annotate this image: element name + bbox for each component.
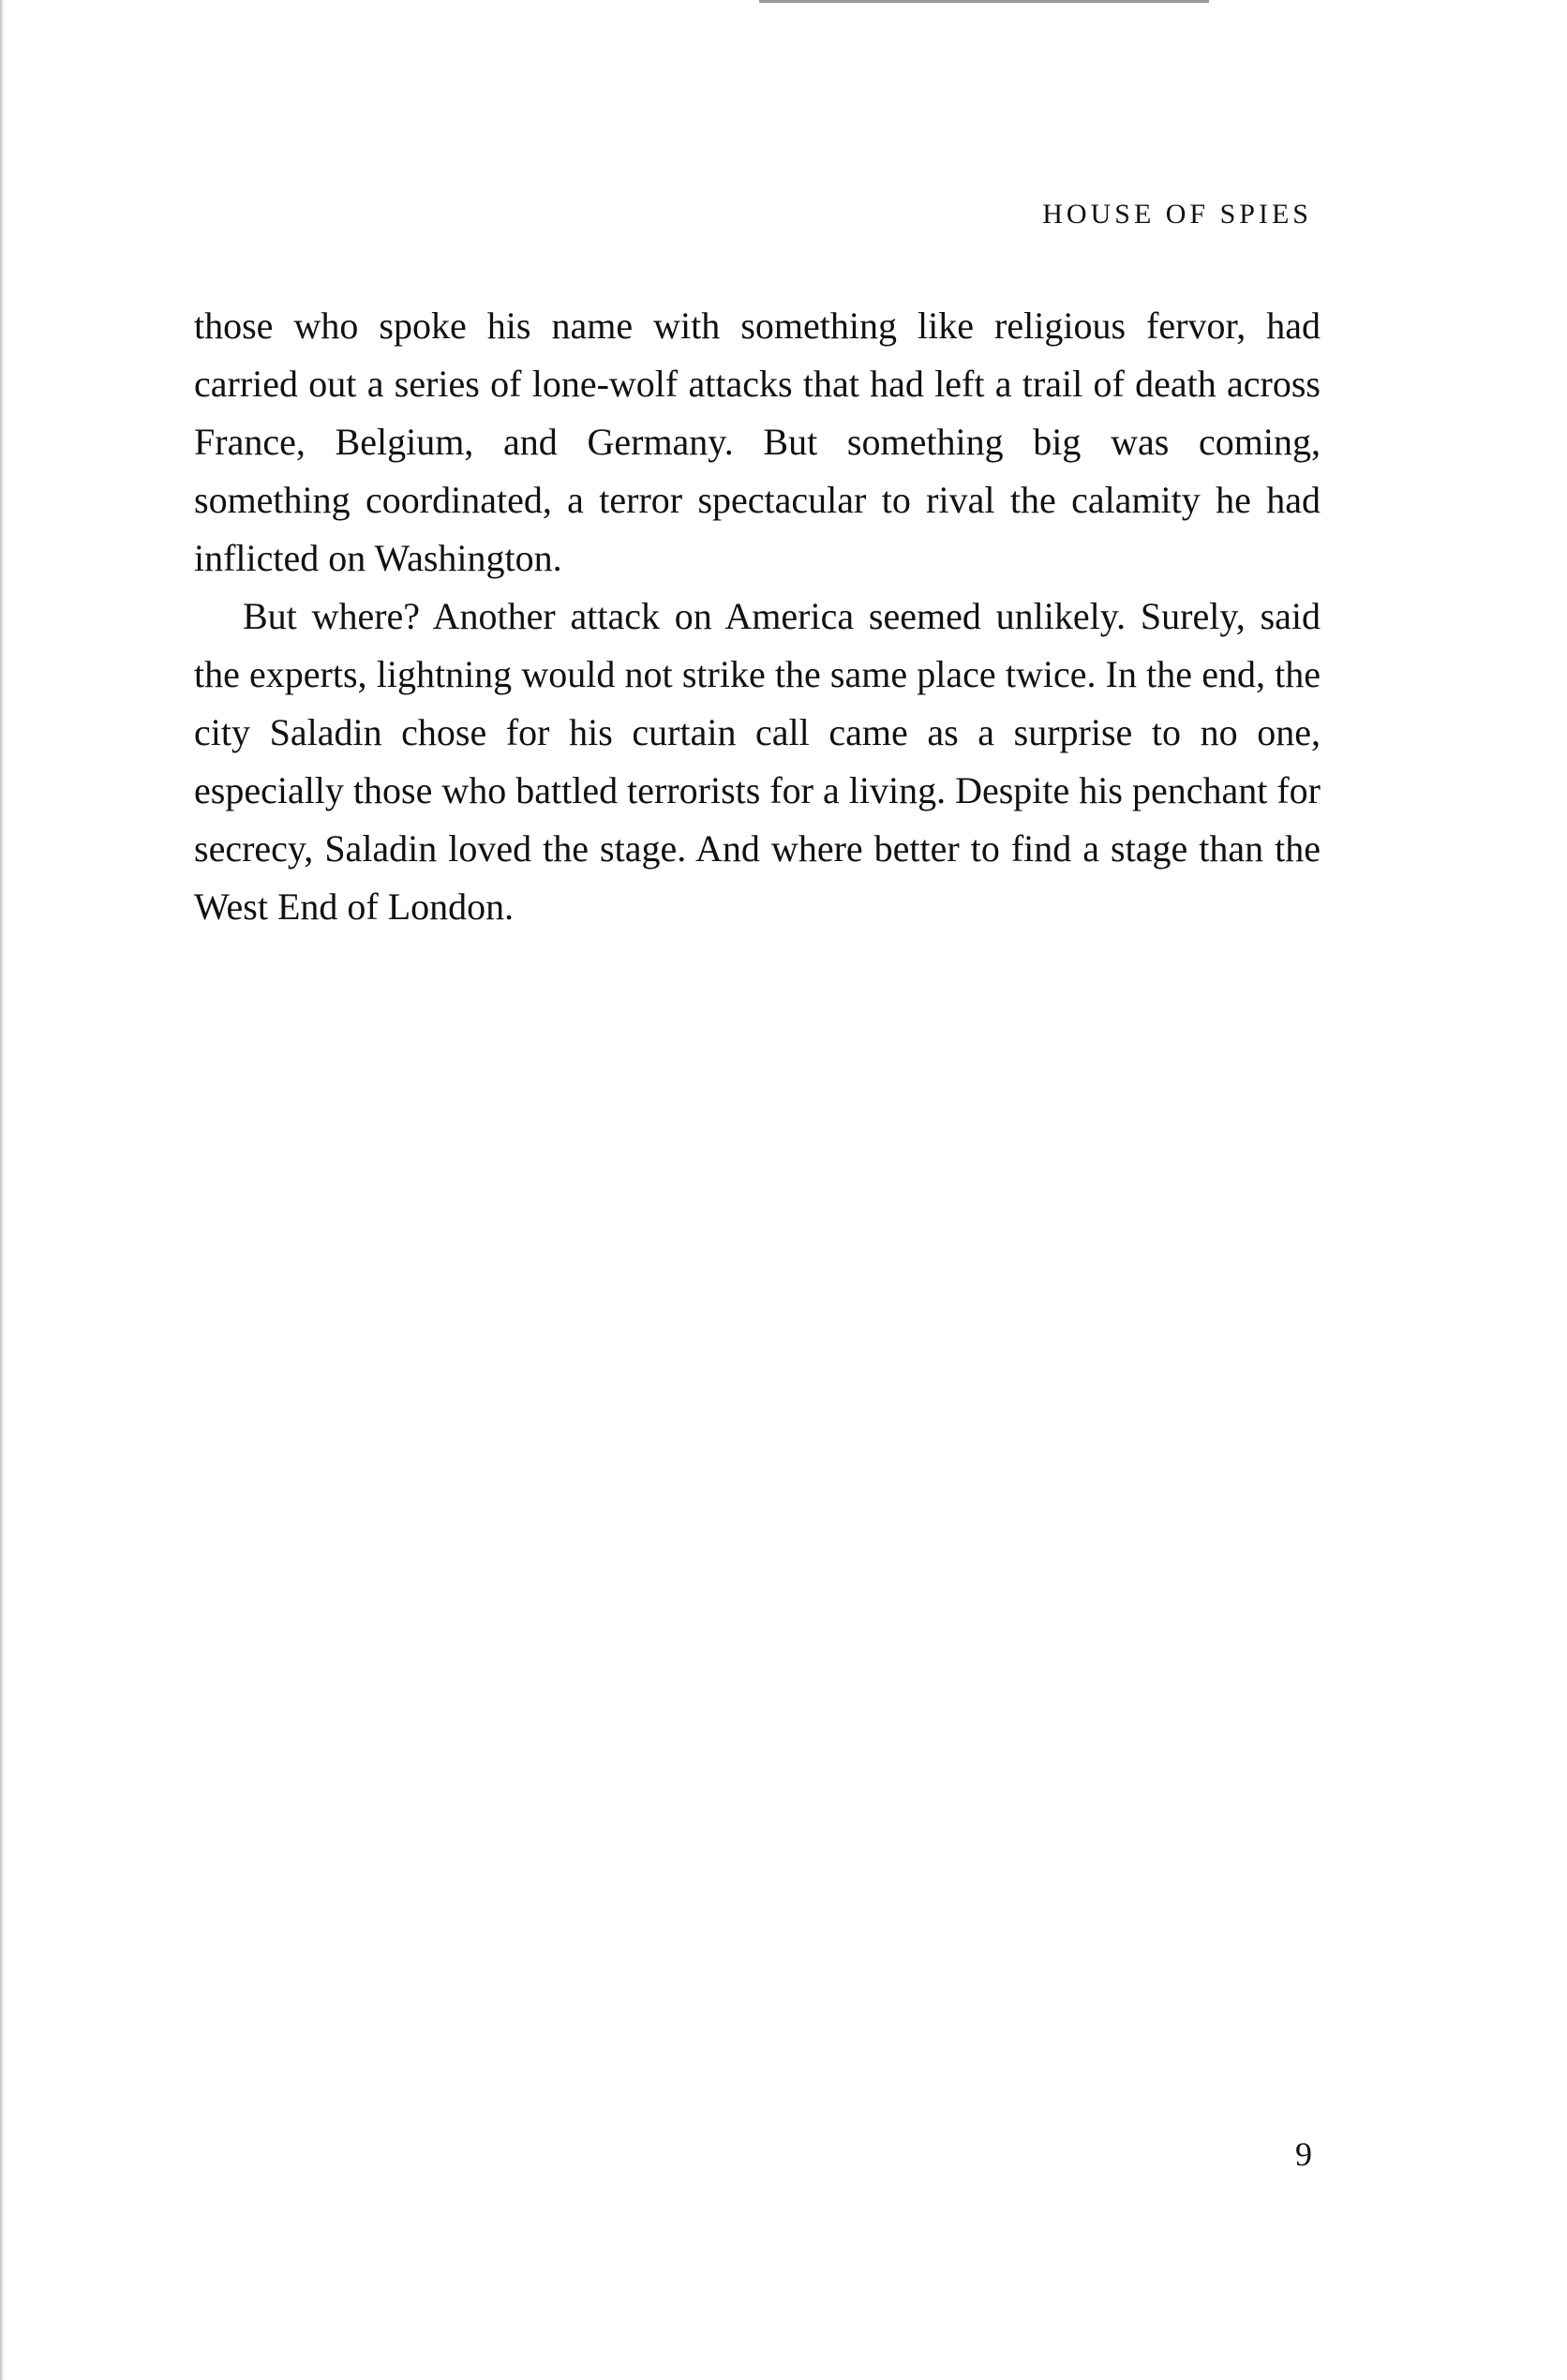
paragraph-continued: those who spoke his name with something like religious fervor, had carried out a series of lone-wolf attacks that had left a trail of death across France, Belgium, and Germany. But something big was coming, something coordinated, a terror spectacular to rival the calamity he had inflicted on Washington. bbox=[194, 305, 1321, 579]
page-edge-top bbox=[759, 0, 1209, 3]
page-edge-left bbox=[0, 0, 5, 2380]
paragraph: But where? Another attack on America seemed unlikely. Surely, said the experts, lightning would not strike the same place twice. In the end, the city Saladin chose for his curtain call came as a surprise to no one, especially those who battled terrorists for a living. Despite his penchant for secrecy, Saladin loved the stage. And where better to find a stage than the West End of London. bbox=[194, 595, 1321, 928]
page-number: 9 bbox=[1295, 2135, 1312, 2173]
running-head: HOUSE OF SPIES bbox=[1042, 199, 1312, 230]
body-text bbox=[194, 297, 1321, 936]
